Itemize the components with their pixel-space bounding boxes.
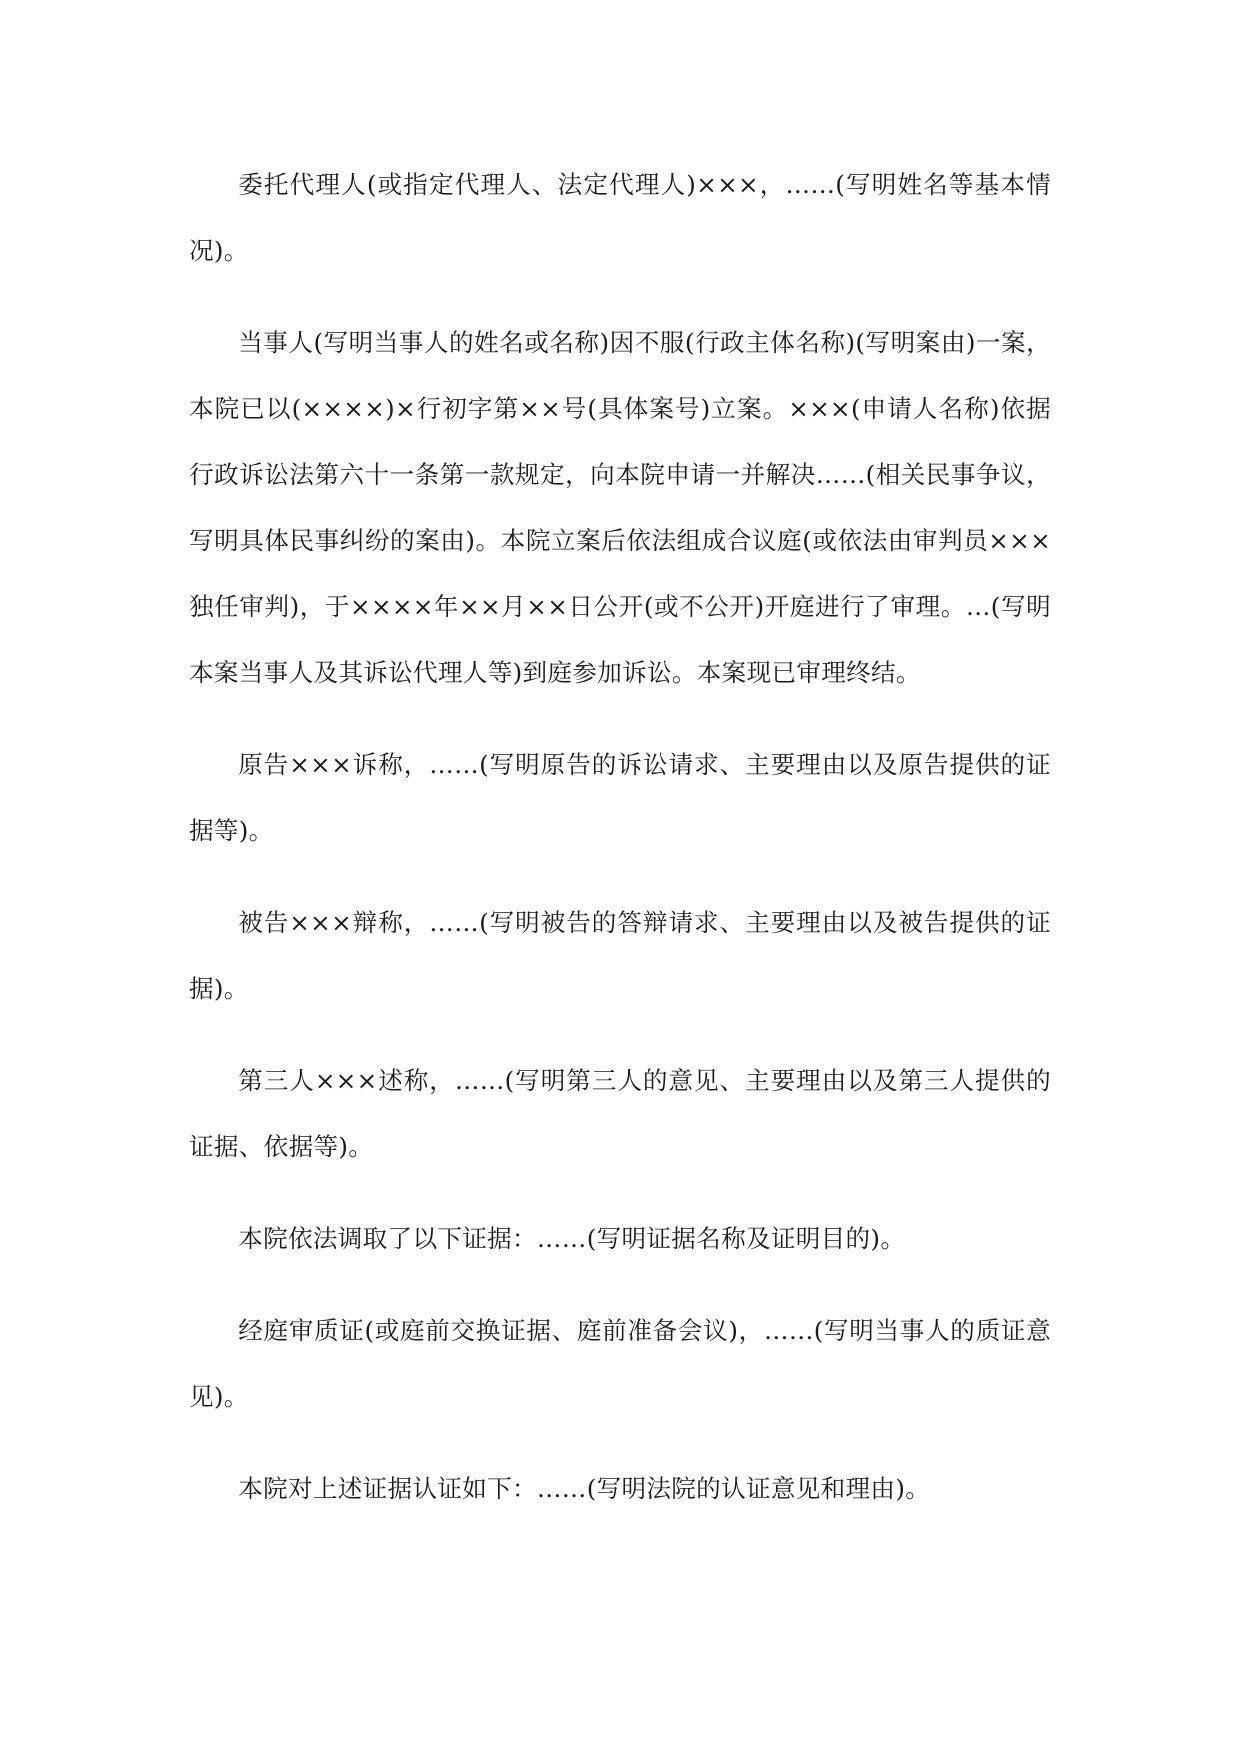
paragraph-case-summary: 当事人(写明当事人的姓名或名称)因不服(行政主体名称)(写明案由)一案，本院已以(××××)×行初字第××号(具体案号)立案。×××(申请人名称)依据行政诉讼法第六十一条第一款规定，向本院申请一并解决……(相关民事争议，写明具体民事纠纷的案由)。本院立案后依法组成合议庭(或依法由审判员×××独任审判)，于××××年××月××日公开(或不公开)开庭进行了审理。…(写明本案当事人及其诉讼代理人等)到庭参加诉讼。本案现已审理终结。 [189,328,1051,687]
paragraph-defendant-defense: 被告×××辩称，……(写明被告的答辩请求、主要理由以及被告提供的证据)。 [189,908,1051,1003]
document-body [189,152,1051,1548]
paragraph-third-party-statement: 第三人×××述称，……(写明第三人的意见、主要理由以及第三人提供的证据、依据等)。 [189,1066,1051,1161]
paragraph-court-evidence: 本院依法调取了以下证据：……(写明证据名称及证明目的)。 [238,1224,906,1253]
paragraph-court-authentication: 本院对上述证据认证如下：……(写明法院的认证意见和理由)。 [238,1474,931,1503]
paragraph-agent: 委托代理人(或指定代理人、法定代理人)×××，……(写明姓名等基本情况)。 [189,170,1051,265]
paragraph-plaintiff-claims: 原告×××诉称，……(写明原告的诉讼请求、主要理由以及原告提供的证据等)。 [189,750,1051,845]
paragraph-cross-examination: 经庭审质证(或庭前交换证据、庭前准备会议)，……(写明当事人的质证意见)。 [189,1316,1051,1411]
